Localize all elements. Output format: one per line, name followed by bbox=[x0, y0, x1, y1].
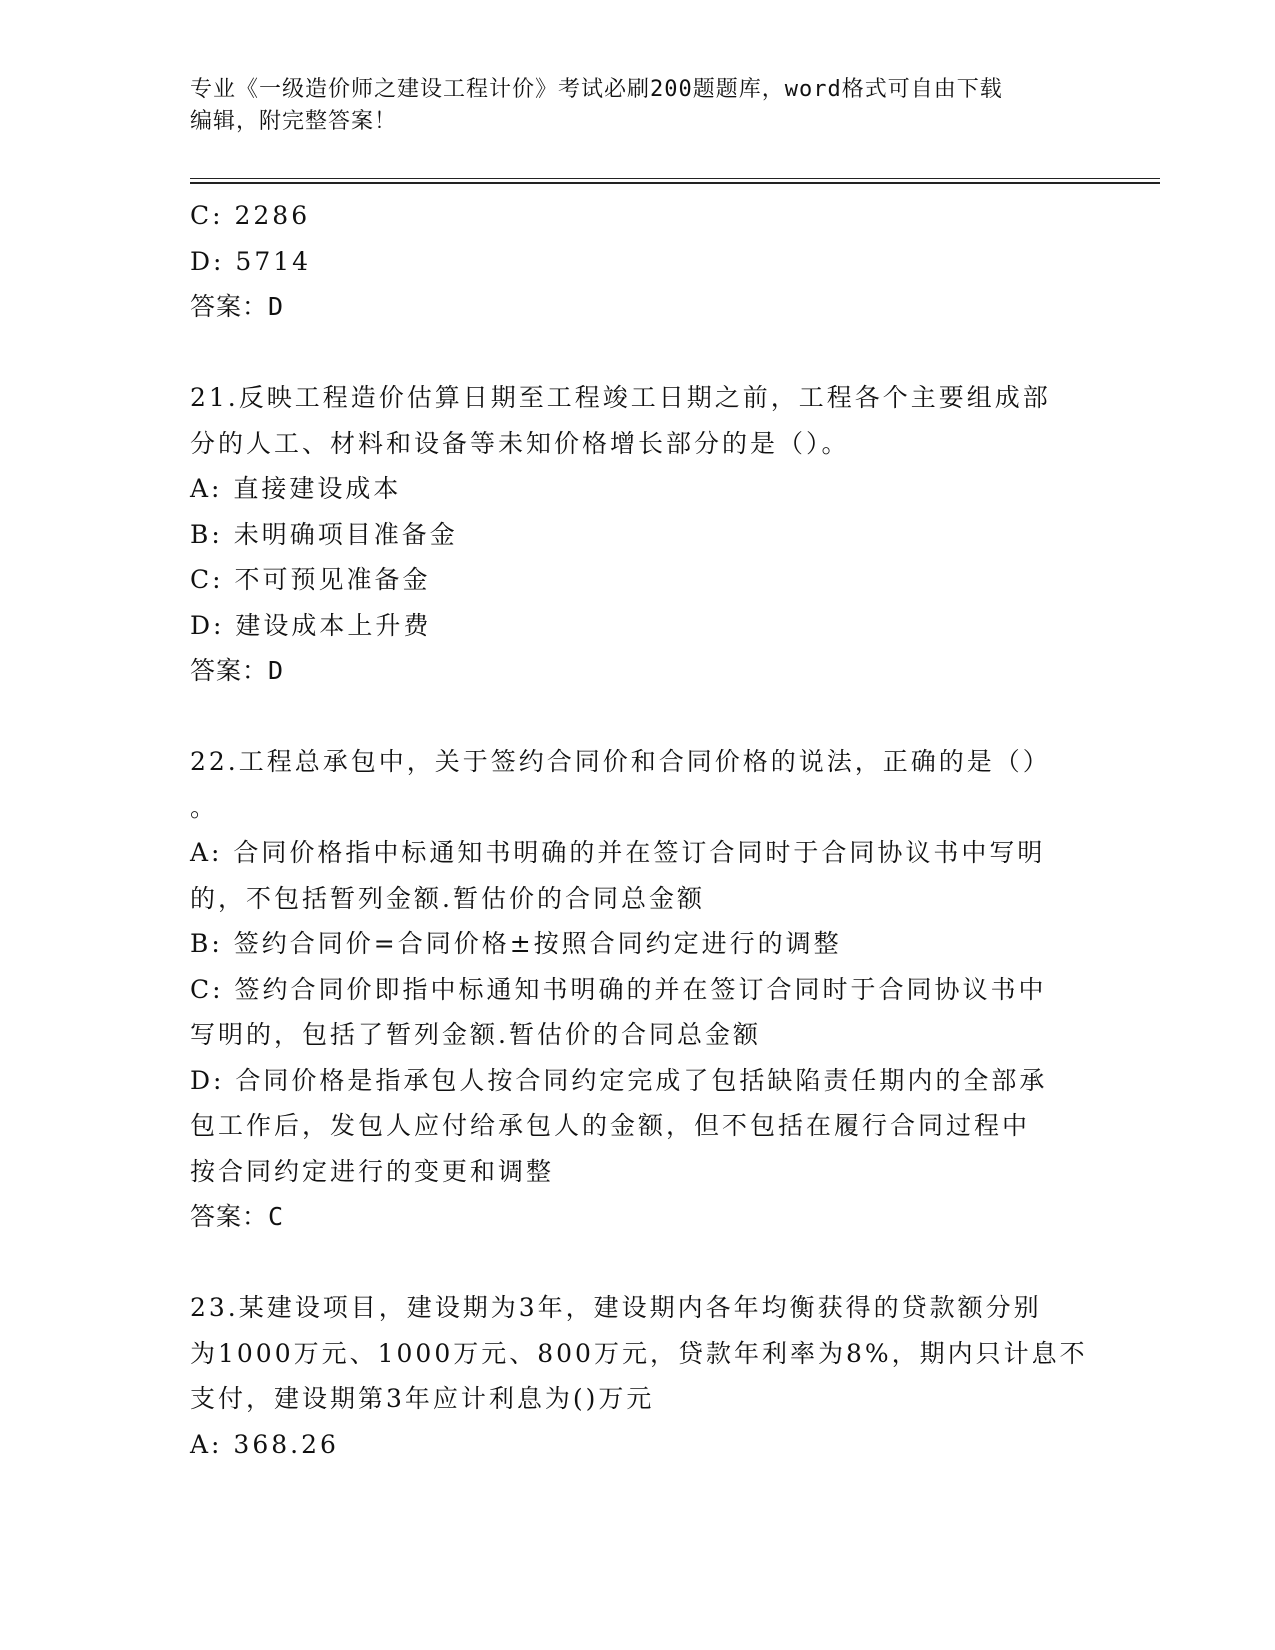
spacer bbox=[190, 1240, 1090, 1286]
spacer bbox=[190, 330, 1090, 376]
answer-line: 答案：D bbox=[190, 292, 285, 321]
option-a: A: 368.26 bbox=[190, 1429, 339, 1459]
option-a: A: 直接建设成本 bbox=[190, 474, 402, 503]
question-stem: 支付，建设期第3年应计利息为()万元 bbox=[190, 1384, 655, 1413]
option-c: C: 2286 bbox=[190, 201, 311, 230]
option-d-continued: 包工作后，发包人应付给承包人的金额，但不包括在履行合同过程中 bbox=[190, 1111, 1031, 1140]
question-22 bbox=[190, 739, 1090, 1240]
option-c-continued: 写明的，包括了暂列金额.暂估价的合同总金额 bbox=[190, 1020, 761, 1049]
question-stem: 21.反映工程造价估算日期至工程竣工日期之前，工程各个主要组成部 bbox=[190, 383, 1051, 412]
option-d-continued: 按合同约定进行的变更和调整 bbox=[190, 1156, 555, 1186]
answer-line: 答案：C bbox=[190, 1202, 285, 1231]
question-stem: 分的人工、材料和设备等未知价格增长部分的是（）。 bbox=[190, 428, 850, 458]
question-stem: 为1000万元、1000万元、800万元，贷款年利率为8%，期内只计息不 bbox=[190, 1338, 1088, 1368]
option-d: D: 5714 bbox=[190, 246, 312, 276]
question-21 bbox=[190, 375, 1090, 694]
spacer bbox=[190, 694, 1090, 740]
option-d: D: 合同价格是指承包人按合同约定完成了包括缺陷责任期内的全部承 bbox=[190, 1065, 1048, 1095]
option-b: B: 未明确项目准备金 bbox=[190, 519, 458, 549]
question-stem: 22.工程总承包中，关于签约合同价和合同价格的说法，正确的是（） bbox=[190, 747, 1051, 776]
question-23 bbox=[190, 1285, 1090, 1467]
question-stem: 。 bbox=[190, 792, 219, 822]
option-a-continued: 的，不包括暂列金额.暂估价的合同总金额 bbox=[190, 883, 705, 913]
answer-line: 答案：D bbox=[190, 656, 285, 685]
option-b: B: 签约合同价=合同价格±按照合同约定进行的调整 bbox=[190, 929, 842, 958]
question-20-tail bbox=[190, 193, 1090, 330]
option-c: C: 不可预见准备金 bbox=[190, 565, 431, 594]
header-title-line-2: 编辑，附完整答案！ bbox=[190, 109, 398, 134]
header-divider-thick bbox=[190, 182, 1160, 184]
page-header bbox=[190, 74, 1090, 138]
option-c: C: 签约合同价即指中标通知书明确的并在签订合同时于合同协议书中 bbox=[190, 974, 1047, 1004]
question-list bbox=[190, 193, 1090, 1467]
option-d: D: 建设成本上升费 bbox=[190, 610, 432, 640]
option-a: A: 合同价格指中标通知书明确的并在签订合同时于合同协议书中写明 bbox=[190, 838, 1046, 867]
question-stem: 23.某建设项目，建设期为3年，建设期内各年均衡获得的贷款额分别 bbox=[190, 1293, 1042, 1322]
header-title-line-1: 专业《一级造价师之建设工程计价》考试必刷200题题库，word格式可自由下载 bbox=[190, 77, 1003, 102]
header-divider-thin bbox=[190, 178, 1160, 179]
